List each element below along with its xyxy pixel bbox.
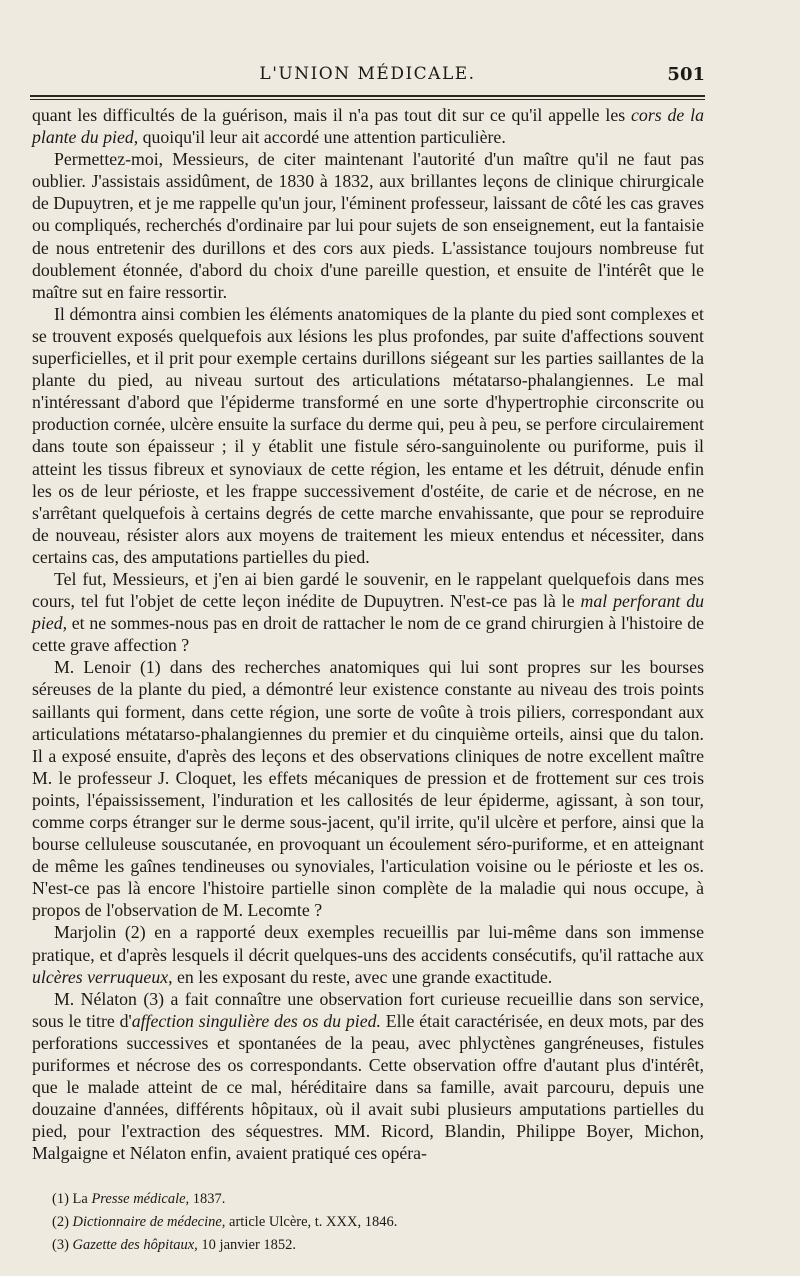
text-run: (3) (52, 1237, 73, 1253)
text-run: M. Nélaton (3) a fait connaître une observation fort curieuse recueillie dans son service, sous le titre d' (32, 988, 704, 1031)
article-body (32, 104, 704, 1165)
footnote (52, 1234, 692, 1257)
italic-text: affection singulière des os du pied. (131, 1010, 381, 1031)
paragraph (32, 104, 704, 148)
text-run: Elle était caractérisée, en deux mots, par des perforations successives et spontanées de la peau, avec phlyctènes gangréneuses, fistules puriformes et nécrose des os correspondants. Cette observation offre d'autant plus d'intérêt, que le malade atteint de ce mal, héréditaire dans sa famille, avait parcouru, depuis une douzaine d'années, différents hôpitaux, où il avait subi plusieurs amputations partielles du pied, pour l'extraction des séquestres. MM. Ricord, Blandin, Philippe Boyer, Michon, Malgaigne et Nélaton enfin, avaient pratiqué ces opéra- (32, 1010, 704, 1164)
text-run: M. Lenoir (1) dans des recherches anatomiques qui lui sont propres sur les bourses séreuses de la plante du pied, a démontré leur existence constante au niveau des trois points saillants qui forment, dans cette région, une sorte de voûte à trois piliers, correspondant aux articulations métatarso-phalangiennes du premier et du cinquième orteils, ainsi que du talon. Il a exposé ensuite, d'après des leçons et des observations cliniques de notre excellent maître M. le professeur J. Cloquet, les effets mécaniques de pression et de frottement sur ces trois points, l'épaississement, l'induration et les callosités de leur épiderme, agissant, à son tour, comme corps étranger sur le derme sous-jacent, qu'il irrite, qu'il ulcère et perfore, ainsi que la bourse celluleuse souscutanée, en provoquant un écoulement séro-puriforme, et en atteignant de même les gaînes tendineuses ou synoviales, l'articulation voisine ou le périoste et les os. N'est-ce pas là encore l'histoire partielle sinon complète de la maladie qui nous occupe, à propos de l'observation de M. Lecomte ? (32, 657, 704, 921)
text-run: Il démontra ainsi combien les éléments anatomiques de la plante du pied sont complexes et se trouvent exposés quelquefois aux lésions les plus profondes, par suite d'affections souvent superficielles, et il prit pour exemple certains durillons siégeant sur les parties saillantes de la plante du pied, au niveau surtout des articulations métatarso-phalangiennes. Le mal n'intéressant d'abord que l'épiderme transformé en une sorte d'hypertrophie circonscrite ou production cornée, ulcère ensuite la surface du derme qui, peu à peu, se perfore circulairement dans toute son épaisseur ; il y établit une fistule séro-sanguinolente ou puriforme, puis il atteint les tissus fibreux et synoviaux de cette région, les entame et les détruit, dénude enfin les os de leur périoste, et les frappe successivement d'ostéite, de carie et de nécrose, en ne s'arrêtant quelquefois à certains degrés de cette marche envahissante, que pour se reproduire de nouveau, résister alors aux moyens de traitement les mieux entendus et nécessiter, dans certains cas, des amputations partielles du pied. (32, 303, 704, 567)
page-number: 501 (667, 64, 705, 85)
paragraph (32, 656, 704, 921)
italic-text: Dictionnaire de médecine, (72, 1214, 226, 1230)
paragraph (32, 921, 704, 987)
header-rule-thin (30, 99, 705, 100)
paragraph (32, 303, 704, 568)
italic-text: Gazette des hôpitaux, (72, 1237, 198, 1253)
footnote (52, 1211, 692, 1234)
text-run: 10 janvier 1852. (197, 1237, 297, 1253)
text-run: (2) (52, 1214, 73, 1230)
text-run: quoiqu'il leur ait accordé une attention particulière. (138, 127, 506, 148)
text-run: Marjolin (2) en a rapporté deux exemples recueillis par lui-même dans son immense pratique, et d'après lesquels il décrit quelques-uns des accidents consécutifs, qu'il rattache aux (32, 922, 704, 965)
paragraph (32, 988, 704, 1165)
paragraph (32, 148, 704, 303)
footnote (52, 1188, 692, 1211)
running-title: L'UNION MÉDICALE. (259, 64, 476, 84)
italic-text: cors de la plante du pied, (32, 105, 704, 148)
paragraph (32, 568, 704, 656)
text-run: (1) La (52, 1191, 92, 1207)
page-header (30, 64, 705, 92)
italic-text: Presse médicale, (91, 1191, 190, 1207)
text-run: Tel fut, Messieurs, et j'en ai bien gardé le souvenir, en le rappelant quelquefois dans mes cours, tel fut l'objet de cette leçon inédite de Dupuytren. N'est-ce pas là le (32, 568, 704, 612)
footnotes (52, 1188, 692, 1257)
text-run: quant les difficultés de la guérison, mais il n'a pas tout dit sur ce qu'il appelle les (32, 105, 632, 125)
italic-text: mal perforant du pied, (32, 591, 704, 634)
text-run: article Ulcère, t. XXX, 1846. (225, 1214, 398, 1230)
text-run: 1837. (189, 1191, 226, 1207)
italic-text: ulcères verruqueux, (32, 966, 173, 987)
text-run: et ne sommes-nous pas en droit de rattacher le nom de ce grand chirurgien à l'histoire de cette grave affection ? (32, 613, 704, 656)
text-run: en les exposant du reste, avec une grande exactitude. (172, 966, 553, 987)
header-rule (30, 95, 705, 97)
text-run: Permettez-moi, Messieurs, de citer maintenant l'autorité d'un maître qu'il ne faut pas oublier. J'assistais assidûment, de 1830 à 1832, aux brillantes leçons de clinique chirurgicale de Dupuytren, et je me rappelle qu'un jour, l'éminent professeur, laissant de côté les cas graves ou compliqués, recherchés d'ordinaire par lui pour sujets de son enseignement, eut la fantaisie de nous entretenir des durillons et des cors aux pieds. L'assistance toujours nombreuse fut doublement étonnée, d'abord du choix d'une pareille question, et ensuite de l'intérêt que le maître sut en faire ressortir. (32, 149, 704, 302)
